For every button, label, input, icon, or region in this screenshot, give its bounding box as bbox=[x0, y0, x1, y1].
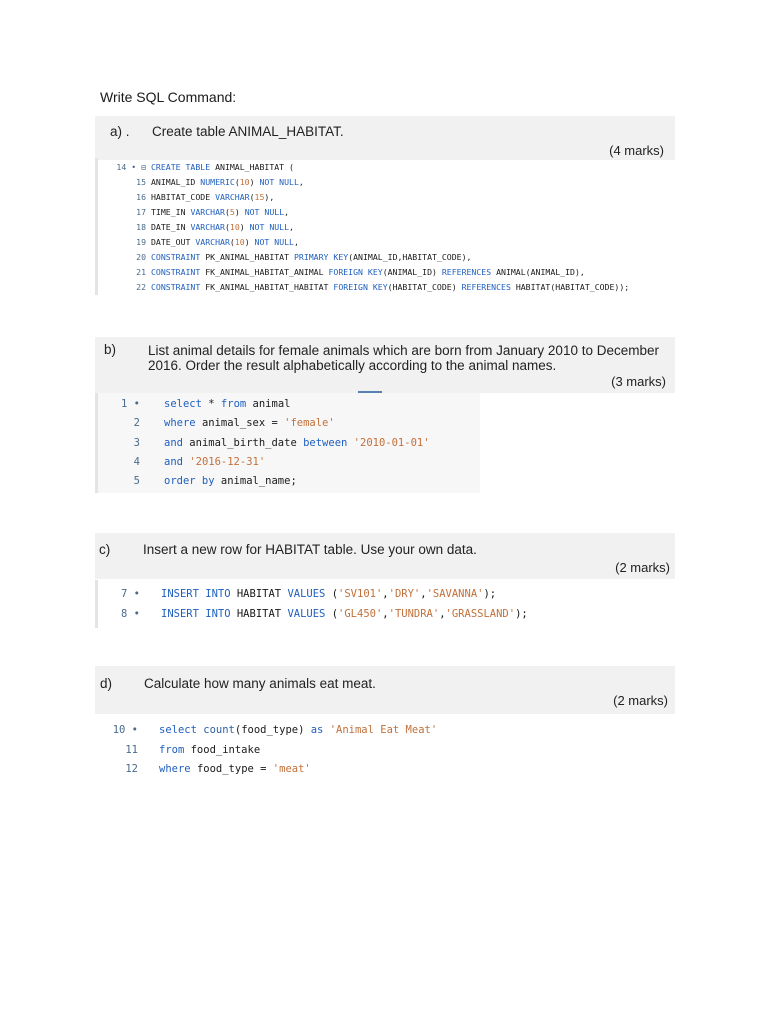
code-text: DATE_OUT VARCHAR(10) NOT NULL, bbox=[151, 237, 299, 247]
line-number: 22 bbox=[136, 282, 146, 292]
line-number: 7 • bbox=[121, 588, 140, 600]
code-text: from food_intake bbox=[159, 743, 261, 756]
line-number: 16 bbox=[136, 192, 146, 202]
code-text: CONSTRAINT FK_ANIMAL_HABITAT_ANIMAL FOREIGN KEY(ANIMAL_ID) REFERENCES ANIMAL(ANIMAL_ID), bbox=[151, 267, 585, 277]
code-a-gutter bbox=[95, 158, 98, 295]
code-text: INSERT INTO HABITAT VALUES ('GL450','TUNDRA','GRASSLAND'); bbox=[161, 608, 528, 620]
code-text: DATE_IN VARCHAR(10) NOT NULL, bbox=[151, 222, 294, 232]
code-b-gutter bbox=[95, 393, 98, 493]
code-text: select count(food_type) as 'Animal Eat Meat' bbox=[159, 724, 438, 736]
line-number: 8 • bbox=[121, 608, 140, 620]
code-text: TIME_IN VARCHAR(5) NOT NULL, bbox=[151, 207, 290, 217]
question-c-marks: (2 marks) bbox=[615, 560, 670, 575]
code-block-a bbox=[100, 162, 680, 296]
code-c-gutter bbox=[95, 580, 98, 628]
question-a-marks: (4 marks) bbox=[609, 143, 664, 158]
code-text: order by animal_name; bbox=[164, 475, 297, 488]
code-block-b bbox=[100, 398, 480, 493]
code-text: and animal_birth_date between '2010-01-01' bbox=[164, 436, 430, 449]
code-text: CONSTRAINT PK_ANIMAL_HABITAT PRIMARY KEY(ANIMAL_ID,HABITAT_CODE), bbox=[151, 252, 472, 262]
code-text: HABITAT_CODE VARCHAR(15), bbox=[151, 192, 275, 202]
question-c-label: c) bbox=[99, 542, 111, 557]
question-a-label: a) . bbox=[110, 124, 130, 139]
line-number: 18 bbox=[136, 222, 146, 232]
code-text: INSERT INTO HABITAT VALUES ('SV101','DRY','SAVANNA'); bbox=[161, 588, 497, 600]
code-block-c bbox=[100, 588, 660, 628]
page-heading: Write SQL Command: bbox=[100, 89, 237, 105]
question-d-text: Calculate how many animals eat meat. bbox=[144, 676, 376, 691]
line-number: 14 • ⊟ bbox=[116, 162, 146, 172]
line-number: 21 bbox=[136, 267, 146, 277]
line-number: 15 bbox=[136, 177, 146, 187]
code-text: select * from animal bbox=[164, 398, 291, 410]
line-number: 4 bbox=[133, 455, 140, 468]
line-number: 2 bbox=[133, 417, 140, 430]
question-b-text-line2: 2016. Order the result alphabetically according to the animal names. bbox=[148, 358, 557, 373]
code-text: where food_type = 'meat' bbox=[159, 763, 311, 775]
code-text: and '2016-12-31' bbox=[164, 455, 266, 468]
line-number: 20 bbox=[136, 252, 146, 262]
line-number: 11 bbox=[125, 743, 138, 756]
question-b-label: b) bbox=[104, 342, 117, 357]
line-number: 3 bbox=[133, 436, 140, 449]
line-number: 17 bbox=[136, 207, 146, 217]
line-number: 10 • bbox=[112, 724, 138, 736]
line-number: 12 bbox=[125, 763, 138, 775]
code-text: CONSTRAINT FK_ANIMAL_HABITAT_HABITAT FOREIGN KEY(HABITAT_CODE) REFERENCES HABITAT(HABITAT_CODE)); bbox=[151, 282, 630, 292]
code-block-d bbox=[100, 724, 500, 784]
line-number: 1 • bbox=[121, 398, 140, 410]
question-a-text: Create table ANIMAL_HABITAT. bbox=[152, 124, 344, 139]
code-text: where animal_sex = 'female' bbox=[164, 417, 335, 430]
code-text: CREATE TABLE ANIMAL_HABITAT ( bbox=[151, 162, 294, 172]
line-number: 19 bbox=[136, 237, 146, 247]
question-d-label: d) bbox=[100, 676, 113, 691]
question-c-text: Insert a new row for HABITAT table. Use your own data. bbox=[143, 542, 477, 557]
question-d-marks: (2 marks) bbox=[613, 693, 668, 708]
line-number: 5 bbox=[133, 475, 140, 488]
code-text: ANIMAL_ID NUMERIC(10) NOT NULL, bbox=[151, 177, 304, 187]
question-b-marks: (3 marks) bbox=[611, 374, 666, 389]
question-b-text-line1: List animal details for female animals which are born from January 2010 to December bbox=[148, 343, 659, 358]
